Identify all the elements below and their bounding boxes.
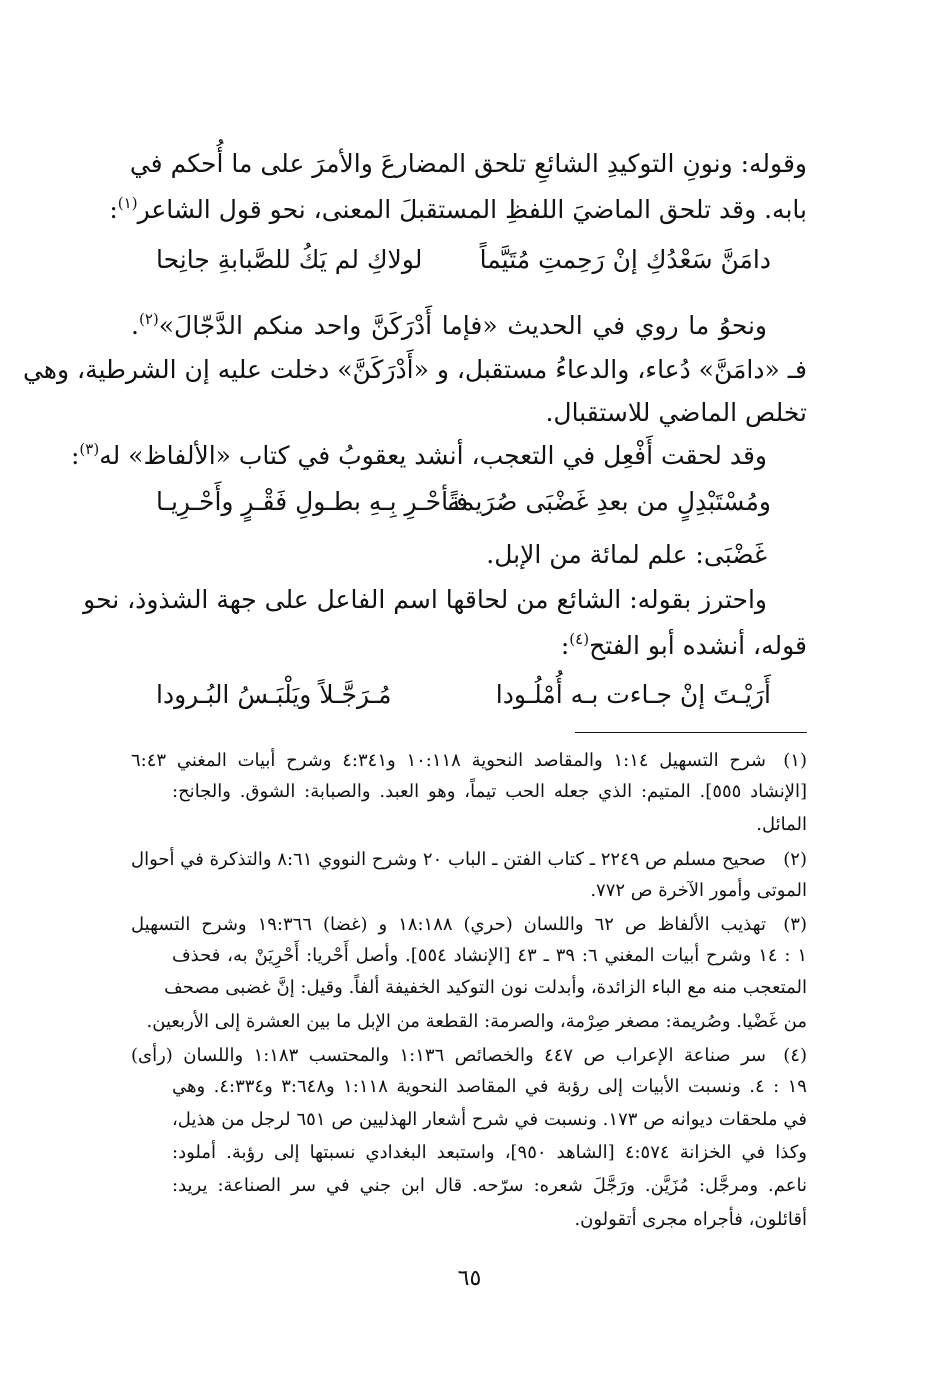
- verse-3-first-hemistich: أَرَيْـتَ إنْ جـاءت بـه أُمْلُـودا: [495, 680, 771, 709]
- footnote-1-line-2: [الإنشاد ٥٥٥]. المتيم: الذي جعله الحب تيماً، وهو العبد. والصبابة: الشوق. والجانح:: [172, 781, 808, 802]
- footnote-ref-4: (٤): [569, 630, 590, 648]
- footnote-4-number: (٤): [783, 1045, 807, 1066]
- verse-3: [156, 675, 771, 715]
- footnote-3-number: (٣): [783, 914, 807, 935]
- body-line-4-text: ونحوُ ما روي في الحديث «فإما أَدْرَكَنَّ واحد منكم الدَّجّالَ»: [158, 311, 767, 340]
- footnote-ref-2: (٢): [138, 310, 159, 328]
- footnote-3-line-3: المتعجب منه مع الباء الزائدة، وأبدلت نون التوكيد الخفيفة ألفاً. وقيل: إنَّ غضبى مصحف: [164, 977, 807, 998]
- footnote-4-text-a: سر صناعة الإعراب ص ٤٤٧ والخصائص ١:١٣٦ والمحتسب ١:١٨٣ واللسان (رأى): [131, 1045, 766, 1066]
- footnote-3-line-4: من غَضْيا. وصُريمة: مصغر صِرْمة، والصرمة: القطعة من الإبل ما بين العشرة إلى الأربعين.: [146, 1011, 807, 1032]
- footnote-3-text-a: تهذيب الألفاظ ص ٦٢ واللسان (حري) ١٨:١٨٨ و (غضا) ١٩:٣٦٦ وشرح التسهيل: [131, 914, 766, 935]
- footnote-4-line-4: وكذا في الخزانة ٤:٥٧٤ [الشاهد ٩٥٠]، واستبعد البغدادي نسبتها إلى رؤبة. أملود:: [172, 1142, 807, 1163]
- footnote-2-text-a: صحيح مسلم ص ٢٢٤٩ ـ كتاب الفتن ـ الباب ٢٠ وشرح النووي ٨:٦١ والتذكرة في أحوال: [131, 849, 766, 870]
- footnote-4-line-2: ١٩ : ٤. ونسبت الأبيات إلى رؤبة في المقاصد النحوية ١:١١٨ و٣:٦٤٨ و٤:٣٣٤. وهي: [172, 1076, 807, 1097]
- body-line-2-text: بابه. وقد تلحق الماضيَ اللفظِ المستقبلَ المعنى، نحو قول الشاعر: [137, 195, 807, 224]
- body-line-1: وقوله: ونونِ التوكيدِ الشائعِ تلحق المضارعَ والأمرَ على ما أُحكم في: [129, 149, 807, 178]
- footnote-ref-3: (٣): [79, 440, 100, 458]
- verse-1: [156, 240, 771, 280]
- body-line-5: فـ «دامَنَّ» دُعاء، والدعاءُ مستقبل، و «أَدْرَكَنَّ» دخلت عليه إن الشرطية، وهي: [22, 355, 807, 384]
- footnote-4-line-1: [131, 1040, 807, 1071]
- body-line-11-end: :: [560, 631, 570, 660]
- body-line-7-text: وقد لحقت أَفْعِل في التعجب، أنشد يعقوبُ في كتاب «الألفاظ» له: [99, 441, 767, 470]
- body-line-4-end: .: [131, 311, 139, 340]
- body-line-6: تخلص الماضي للاستقبال.: [545, 398, 807, 427]
- verse-3-second-hemistich: مُـرَجَّـلاً ويَلْبَـسُ البُـرودا: [156, 680, 392, 709]
- footnote-separator: [575, 732, 807, 733]
- body-line-4: [131, 306, 767, 346]
- footnote-2-number: (٢): [783, 849, 807, 870]
- body-line-7-end: :: [70, 441, 80, 470]
- footnote-3-line-1: [131, 909, 807, 940]
- footnote-4-line-3: في ملحقات ديوانه ص ١٧٣. ونسبت في شرح أشعار الهذليين ص ٦٥١ لرجل من هذيل،: [172, 1109, 807, 1130]
- body-line-10: واحترز بقوله: الشائع من لحاقها اسم الفاعل على جهة الشذوذ، نحو: [83, 585, 767, 614]
- footnote-1-text-a: شرح التسهيل ١:١٤ والمقاصد النحوية ١٠:١١٨ و٤:٣٤١ وشرح أبيات المغني ٦:٤٣: [131, 750, 766, 771]
- body-line-11: [131, 626, 807, 666]
- footnote-4-line-5: ناعم. ومرجَّل: مُزَيَّن. ورَجَّلَ شعره: سرّحه. قال ابن جني في سر الصناعة: يريد:: [172, 1175, 807, 1196]
- footnote-3-line-2: ١ : ١٤ وشرح أبيات المغني ٦: ٣٩ ـ ٤٣ [الإنشاد ٥٥٤]. وأصل أَحْريا: أَحْرِيَنْ به، فحذف: [172, 945, 808, 966]
- footnote-ref-1: (١): [117, 194, 138, 212]
- verse-2: [156, 482, 771, 522]
- footnote-1-number: (١): [783, 750, 807, 771]
- body-line-11-text: قوله، أنشده أبو الفتح: [589, 631, 807, 660]
- footnote-2-line-1: [131, 844, 807, 875]
- body-line-7: [70, 436, 767, 476]
- page-number: ٦٥: [457, 1266, 482, 1291]
- body-line-2-end: :: [109, 195, 118, 224]
- footnote-2-line-2: الموتى وأمور الآخرة ص ٧٧٢.: [590, 880, 807, 901]
- body-line-2: [109, 190, 807, 230]
- footnote-1-line-1: [131, 745, 807, 776]
- verse-1-first-hemistich: دامَنَّ سَعْدُكِ إنْ رَحِمتِ مُتَيَّماً: [479, 245, 771, 274]
- verse-2-second-hemistich: فـأحْـرِ بِـهِ بطـولِ فَقْـرٍ وأَحْـرِيـا: [156, 487, 469, 516]
- footnote-1-line-3: المائل.: [756, 814, 807, 835]
- verse-2-first-hemistich: ومُسْتَبْدِلٍ من بعدِ غَضْبَى صُرَيمةً: [447, 487, 771, 516]
- verse-1-second-hemistich: لولاكِ لم يَكُ للصَّبابةِ جانِحا: [156, 245, 423, 274]
- body-line-9: غَضْبَى: علم لمائة من الإبل.: [486, 540, 767, 569]
- footnote-4-line-6: أقائلون، فأجراه مجرى أتقولون.: [574, 1209, 807, 1230]
